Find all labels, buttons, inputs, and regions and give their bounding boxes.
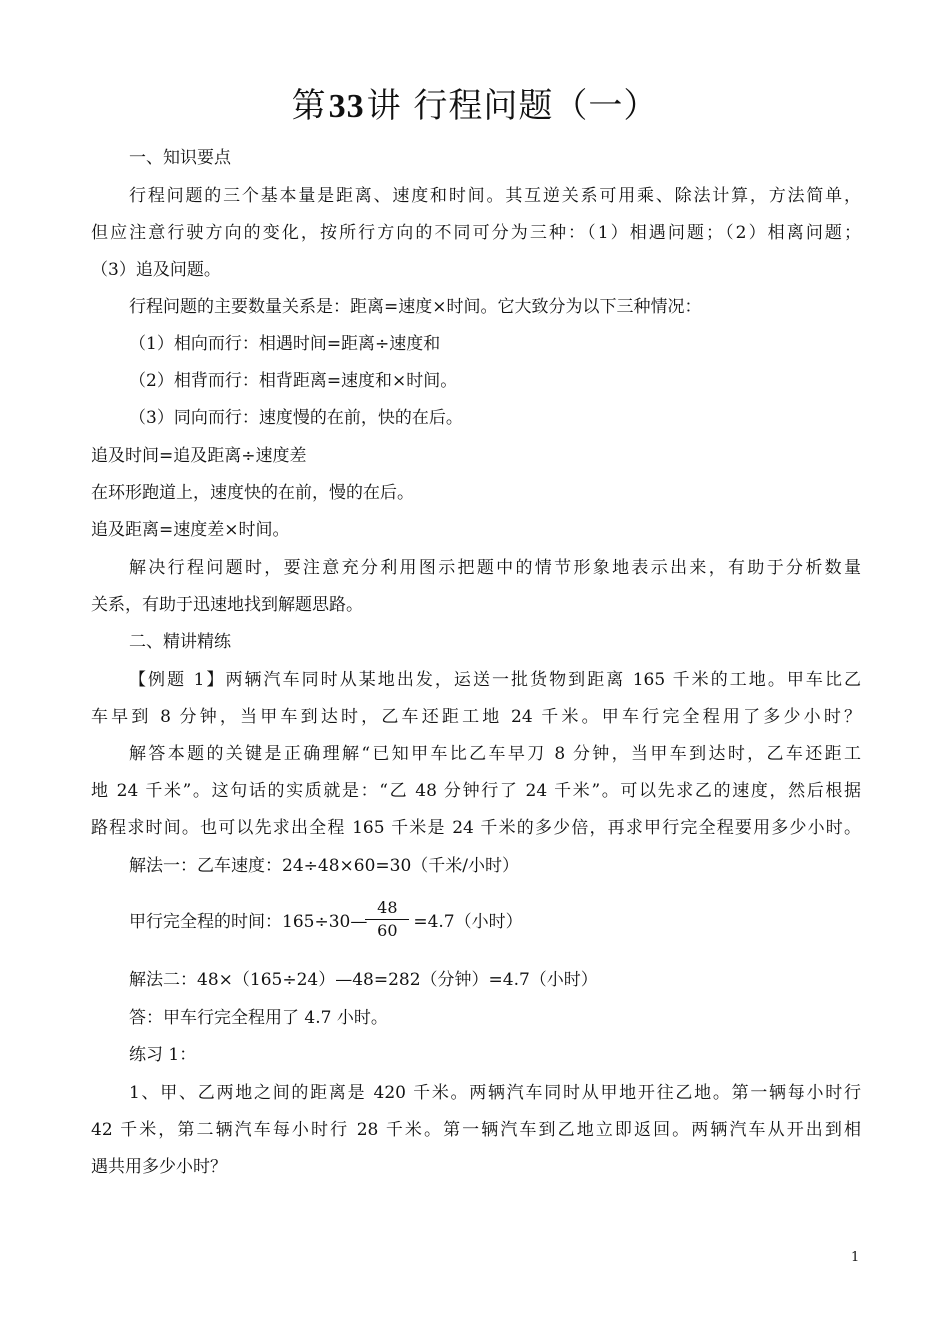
solution-line: 解法二：48×（165÷24）—48=282（分钟）=4.7（小时） — [129, 970, 598, 990]
solution-line: 解法一：乙车速度：24÷48×60=30（千米/小时） — [129, 856, 519, 876]
fraction-denominator: 60 — [377, 921, 398, 940]
section-heading-practice: 二、精讲精练 — [129, 632, 231, 652]
title-number: 33 — [328, 88, 365, 125]
paragraph-line: 在环形跑道上，速度快的在前，慢的在后。 — [91, 483, 414, 503]
exercise-line: 42 千米，第二辆汽车每小时行 28 千米。第一辆汽车到乙地立即返回。两辆汽车从开出到相 — [91, 1120, 861, 1140]
paragraph-line: （3）追及问题。 — [91, 260, 221, 280]
list-item: （2）相背而行：相背距离=速度和×时间。 — [129, 371, 458, 391]
lesson-title — [0, 78, 950, 127]
exercise-line: 1、甲、乙两地之间的距离是 420 千米。两辆汽车同时从甲地开往乙地。第一辆每小时行 — [129, 1083, 861, 1103]
section-heading-knowledge: 一、知识要点 — [129, 148, 231, 168]
paragraph-line: 解决行程问题时，要注意充分利用图示把题中的情节形象地表示出来，有助于分析数量 — [129, 558, 861, 578]
title-suffix: 讲 行程问题（一） — [366, 86, 659, 126]
list-item: （3）同向而行：速度慢的在前，快的在后。 — [129, 408, 463, 428]
page-number: 1 — [851, 1250, 860, 1265]
paragraph-line: 行程问题的主要数量关系是：距离=速度×时间。它大致分为以下三种情况： — [129, 297, 702, 317]
fraction — [365, 898, 409, 941]
answer-line: 答：甲车行完全程用了 4.7 小时。 — [129, 1008, 388, 1028]
paragraph-line: 关系，有助于迅速地找到解题思路。 — [91, 595, 363, 615]
formula-line: 追及距离=速度差×时间。 — [91, 520, 290, 540]
paragraph-line: 行程问题的三个基本量是距离、速度和时间。其互逆关系可用乘、除法计算，方法简单， — [129, 186, 861, 206]
fraction-bar — [365, 919, 409, 920]
formula-line: 追及时间=追及距离÷速度差 — [91, 446, 307, 466]
paragraph-line: 但应注意行驶方向的变化，按所行方向的不同可分为三种：（1）相遇问题；（2）相离问题； — [91, 223, 861, 243]
title-prefix: 第 — [291, 86, 327, 126]
formula-suffix: =4.7（小时） — [413, 912, 523, 932]
exercise-heading: 练习 1： — [129, 1045, 197, 1065]
example-line: 车早到 8 分钟，当甲车到达时，乙车还距工地 24 千米。甲车行完全程用了多少小时？ — [91, 707, 861, 727]
paragraph-line: 解答本题的关键是正确理解“已知甲车比乙车早刀 8 分钟，当甲车到达时，乙车还距工 — [129, 744, 861, 764]
paragraph-line: 地 24 千米”。这句话的实质就是：“乙 48 分钟行了 24 千米”。可以先求乙的速度，然后根据 — [91, 781, 861, 801]
example-line: 【例题 1】两辆汽车同时从某地出发，运送一批货物到距离 165 千米的工地。甲车比乙 — [129, 670, 861, 690]
paragraph-line: 路程求时间。也可以先求出全程 165 千米是 24 千米的多少倍，再求甲行完全程要用多少小时。 — [91, 818, 861, 838]
fraction-formula — [129, 898, 523, 948]
fraction-numerator: 48 — [377, 898, 398, 917]
list-item: （1）相向而行：相遇时间=距离÷速度和 — [129, 334, 441, 354]
exercise-line: 遇共用多少小时？ — [91, 1157, 227, 1177]
formula-prefix: 甲行完全程的时间：165÷30— — [129, 912, 368, 932]
